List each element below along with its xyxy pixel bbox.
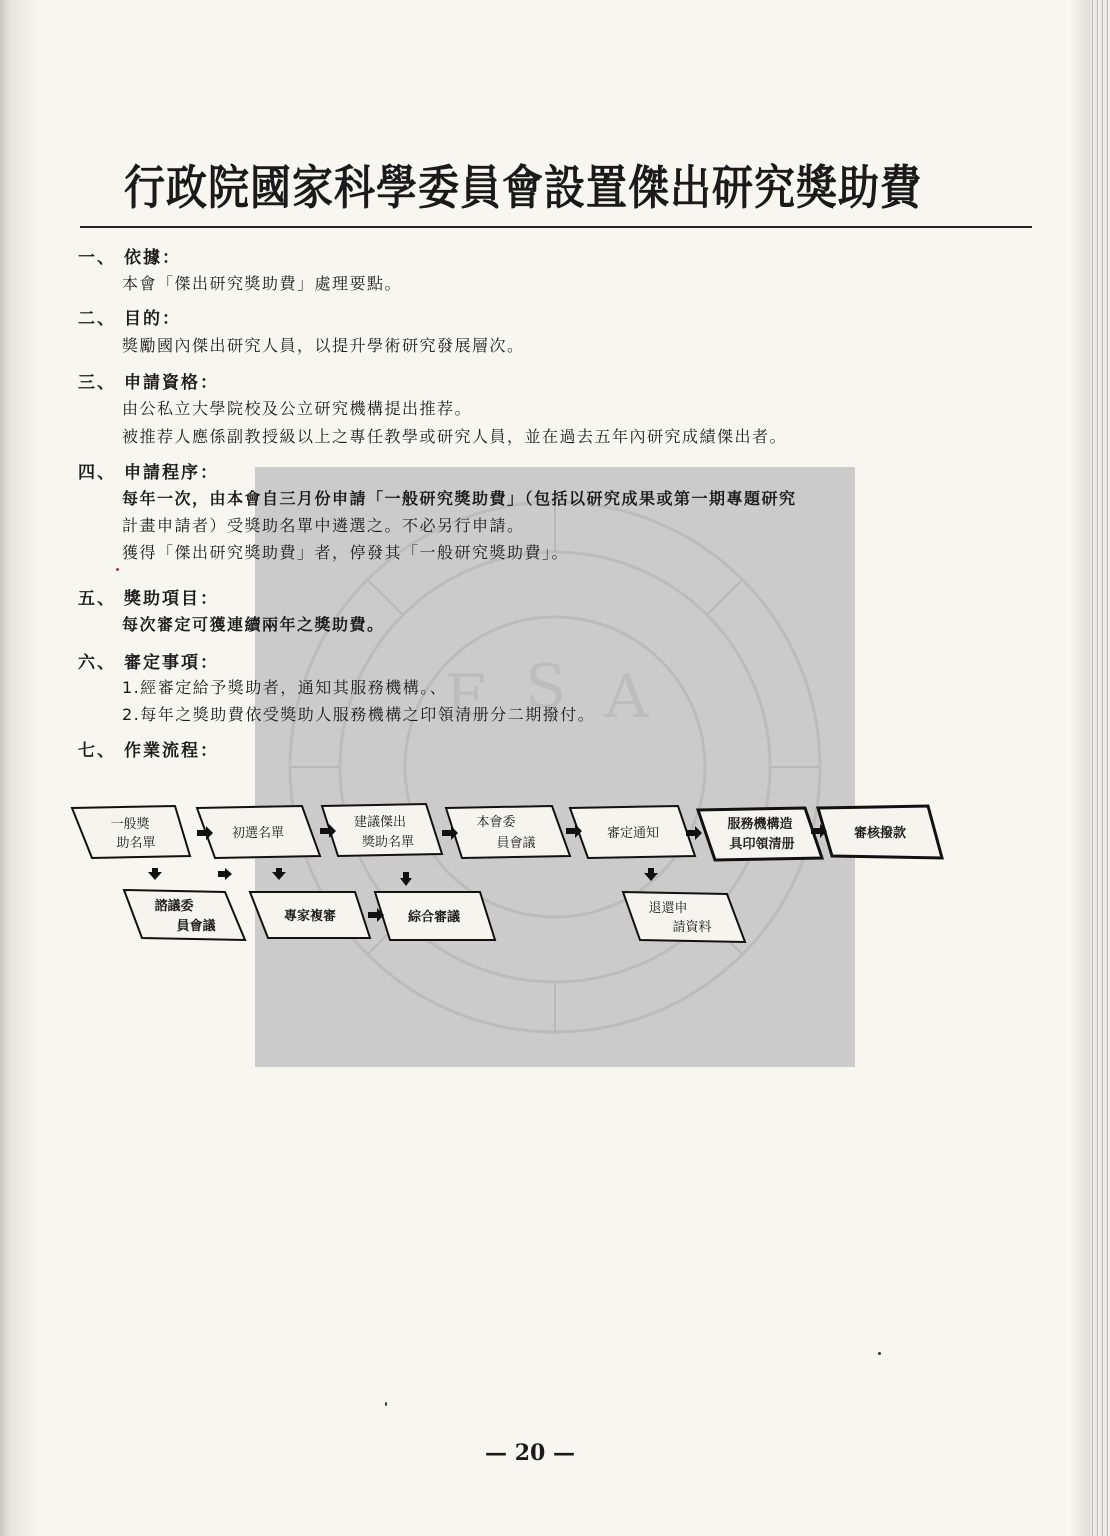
section-title: 申請程序： <box>124 463 219 483</box>
page-edge <box>1090 0 1110 1536</box>
node-committee-meeting-line1: 本會委 <box>476 815 516 830</box>
section-4-line-3: 獲得「傑出研究獎助費」者，停發其「一般研究獎助費」。 <box>122 543 570 562</box>
section-number: 四、 <box>78 463 116 483</box>
section-2-line-1: 獎勵國內傑出研究人員，以提升學術研究發展層次。 <box>122 336 525 355</box>
arrow-down-icon <box>148 868 162 880</box>
svg-text:A: A <box>605 662 649 732</box>
section-title: 依據： <box>124 248 181 268</box>
section-number: 一、 <box>78 248 116 268</box>
node-receipt-register-line1: 服務機構造 <box>727 817 793 832</box>
process-flowchart <box>70 800 950 950</box>
node-return-application-line1: 退還申 <box>648 901 688 916</box>
node-recommended-list-line2: 獎助名單 <box>361 835 415 850</box>
arrow-left-icon <box>218 868 232 880</box>
svg-text:S: S <box>525 652 567 722</box>
section-number: 七、 <box>78 741 116 761</box>
section-3-line-1: 由公私立大學院校及公立研究機構提出推荐。 <box>122 399 473 418</box>
node-advisory-committee-line1: 諮議委 <box>154 899 194 914</box>
section-3-heading <box>78 368 219 393</box>
node-expert-review-line1: 專家複審 <box>283 909 337 924</box>
scan-speck <box>116 568 119 571</box>
arrow-up-icon <box>400 872 412 886</box>
section-title: 申請資格： <box>124 373 219 393</box>
section-6-line-1: 1.經審定給予獎助者，通知其服務機構。、 <box>122 678 448 697</box>
section-4-heading <box>78 458 219 483</box>
node-general-list-line2: 助名單 <box>116 836 156 851</box>
node-advisory-committee-line2: 員會議 <box>176 919 216 934</box>
node-committee-meeting-line2: 員會議 <box>496 836 536 851</box>
section-5-line-1: 每次審定可獲連續兩年之獎助費。 <box>122 615 385 634</box>
section-1-line-1: 本會「傑出研究獎助費」處理要點。 <box>122 274 403 293</box>
section-title: 目的： <box>124 309 181 329</box>
node-approval-notice-line1: 審定通知 <box>606 826 660 841</box>
section-6-heading <box>78 648 219 673</box>
section-number: 五、 <box>78 589 116 609</box>
section-number: 二、 <box>78 309 116 329</box>
section-1-heading <box>78 243 181 268</box>
node-payment-review-line1: 審核撥款 <box>853 826 907 841</box>
node-preliminary-list-line1: 初選名單 <box>231 826 285 841</box>
svg-text:E: E <box>445 662 489 732</box>
section-2-heading <box>78 304 181 329</box>
section-3-line-2: 被推荐人應係副教授級以上之專任教學或研究人員，並在過去五年內研究成績傑出者。 <box>122 427 788 446</box>
section-4-line-1: 每年一次，由本會自三月份申請「一般研究獎助費」（包括以研究成果或第一期專題研究 <box>122 489 797 508</box>
page-number: — 20 — <box>485 1440 575 1466</box>
node-receipt-register <box>698 808 822 860</box>
section-number: 三、 <box>78 373 116 393</box>
section-title: 獎助項目： <box>124 589 219 609</box>
scan-speck <box>878 1352 881 1355</box>
section-title: 作業流程： <box>124 741 219 761</box>
node-integrated-review-line1: 綜合審議 <box>407 910 461 925</box>
document-title: 行政院國家科學委員會設置傑出研究獎助費 <box>124 160 922 216</box>
section-title: 審定事項： <box>124 653 219 673</box>
section-6-line-2: 2.每年之獎助費依受獎助人服務機構之印領清册分二期撥付。 <box>122 705 596 724</box>
title-rule <box>80 226 1032 228</box>
node-recommended-list-line1: 建議傑出 <box>353 815 407 830</box>
section-4-line-2: 計畫申請者）受獎助名單中遴選之。不必另行申請。 <box>122 516 525 535</box>
scan-speck <box>385 1402 387 1406</box>
section-5-heading <box>78 584 219 609</box>
node-return-application-line2: 請資料 <box>672 920 712 935</box>
section-7-heading <box>78 736 219 761</box>
node-general-list-line1: 一般獎 <box>110 817 150 832</box>
node-receipt-register-line2: 具印領清册 <box>729 837 795 852</box>
arrow-down-icon <box>272 868 286 880</box>
arrow-down-icon <box>644 868 658 881</box>
section-number: 六、 <box>78 653 116 673</box>
